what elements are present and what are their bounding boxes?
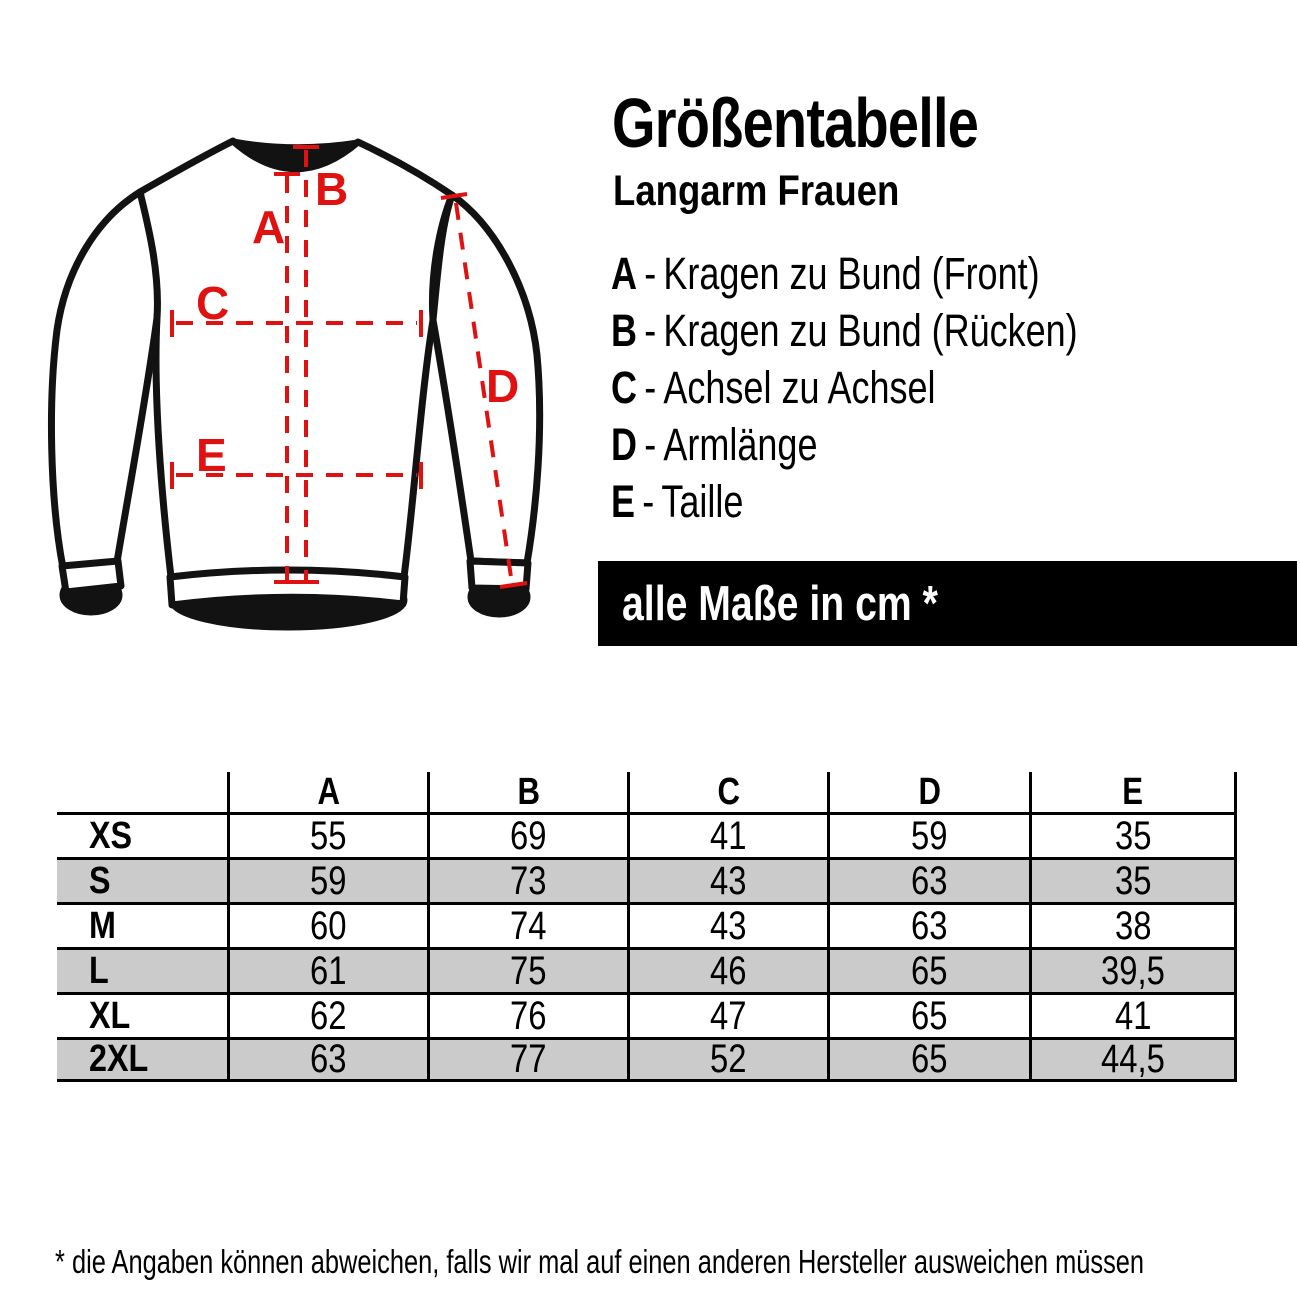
legend-text: Kragen zu Bund (Front) <box>663 247 1040 299</box>
table-cell: 77 <box>430 1037 630 1082</box>
sweater-diagram <box>0 0 600 660</box>
table-row-2xl <box>57 1037 1237 1082</box>
table-cell: 43 <box>630 857 830 902</box>
table-cell: 35 <box>1032 857 1237 902</box>
table-cell: 63 <box>830 902 1032 947</box>
table-row-m <box>57 902 1237 947</box>
table-row-xs <box>57 812 1237 857</box>
label-a: A <box>252 201 286 253</box>
legend-dash: - <box>642 475 655 527</box>
size-label: L <box>57 947 230 992</box>
table-header-d: D <box>830 772 1032 812</box>
table-corner-cell <box>57 772 230 812</box>
size-table <box>57 772 1237 1082</box>
table-row-l <box>57 947 1237 992</box>
table-cell: 47 <box>630 992 830 1037</box>
table-cell: 43 <box>630 902 830 947</box>
table-cell: 60 <box>230 902 430 947</box>
table-header-row <box>57 772 1237 812</box>
table-cell: 65 <box>830 1037 1032 1082</box>
legend-letter: A <box>611 247 637 299</box>
table-cell: 55 <box>230 812 430 857</box>
table-cell: 35 <box>1032 812 1237 857</box>
legend-letter: D <box>611 418 637 470</box>
legend-text: Armlänge <box>663 418 818 470</box>
legend-letter: B <box>611 304 637 356</box>
table-cell: 52 <box>630 1037 830 1082</box>
label-c: C <box>196 277 230 329</box>
table-cell: 74 <box>430 902 630 947</box>
footnote: * die Angaben können abweichen, falls wir mal auf einen anderen Hersteller ausweichen müssen <box>55 1243 1145 1280</box>
legend-item-c <box>611 359 1194 416</box>
left-sleeve <box>51 192 158 568</box>
table-cell: 63 <box>830 857 1032 902</box>
size-label: XS <box>57 812 230 857</box>
unit-banner <box>598 561 1297 646</box>
table-cell: 46 <box>630 947 830 992</box>
legend-text: Achsel zu Achsel <box>663 361 936 413</box>
legend-letter: E <box>611 475 636 527</box>
label-b: B <box>315 163 349 215</box>
legend-letter: C <box>611 361 637 413</box>
table-cell: 44,5 <box>1032 1037 1237 1082</box>
table-cell: 63 <box>230 1037 430 1082</box>
size-label: XL <box>57 992 230 1037</box>
legend-item-a <box>611 245 1194 302</box>
legend-item-d <box>611 416 1194 473</box>
table-cell: 41 <box>630 812 830 857</box>
table-cell: 61 <box>230 947 430 992</box>
measurement-legend <box>611 245 1194 530</box>
legend-text: Kragen zu Bund (Rücken) <box>663 304 1078 356</box>
unit-banner-text: alle Maße in cm * <box>622 576 938 631</box>
body <box>140 141 452 577</box>
table-row-s <box>57 857 1237 902</box>
table-cell: 41 <box>1032 992 1237 1037</box>
table-header-c: C <box>630 772 830 812</box>
table-row-xl <box>57 992 1237 1037</box>
table-header-a: A <box>230 772 430 812</box>
legend-item-b <box>611 302 1194 359</box>
size-label: M <box>57 902 230 947</box>
page-subtitle: Langarm Frauen <box>613 167 900 215</box>
table-header-b: B <box>430 772 630 812</box>
label-e: E <box>196 429 227 481</box>
legend-item-e <box>611 473 1194 530</box>
table-header-e: E <box>1032 772 1237 812</box>
table-cell: 39,5 <box>1032 947 1237 992</box>
legend-dash: - <box>644 247 657 299</box>
legend-text: Taille <box>661 475 744 527</box>
table-cell: 76 <box>430 992 630 1037</box>
legend-dash: - <box>644 418 657 470</box>
table-cell: 75 <box>430 947 630 992</box>
table-cell: 38 <box>1032 902 1237 947</box>
size-label: 2XL <box>57 1037 230 1082</box>
size-label: S <box>57 857 230 902</box>
table-cell: 59 <box>830 812 1032 857</box>
label-d: D <box>486 360 520 412</box>
table-cell: 65 <box>830 947 1032 992</box>
table-cell: 69 <box>430 812 630 857</box>
legend-dash: - <box>644 304 657 356</box>
legend-dash: - <box>644 361 657 413</box>
table-cell: 62 <box>230 992 430 1037</box>
left-cuff-band <box>62 561 121 592</box>
table-cell: 73 <box>430 857 630 902</box>
page-title: Größentabelle <box>612 84 979 162</box>
table-cell: 65 <box>830 992 1032 1037</box>
table-cell: 59 <box>230 857 430 902</box>
